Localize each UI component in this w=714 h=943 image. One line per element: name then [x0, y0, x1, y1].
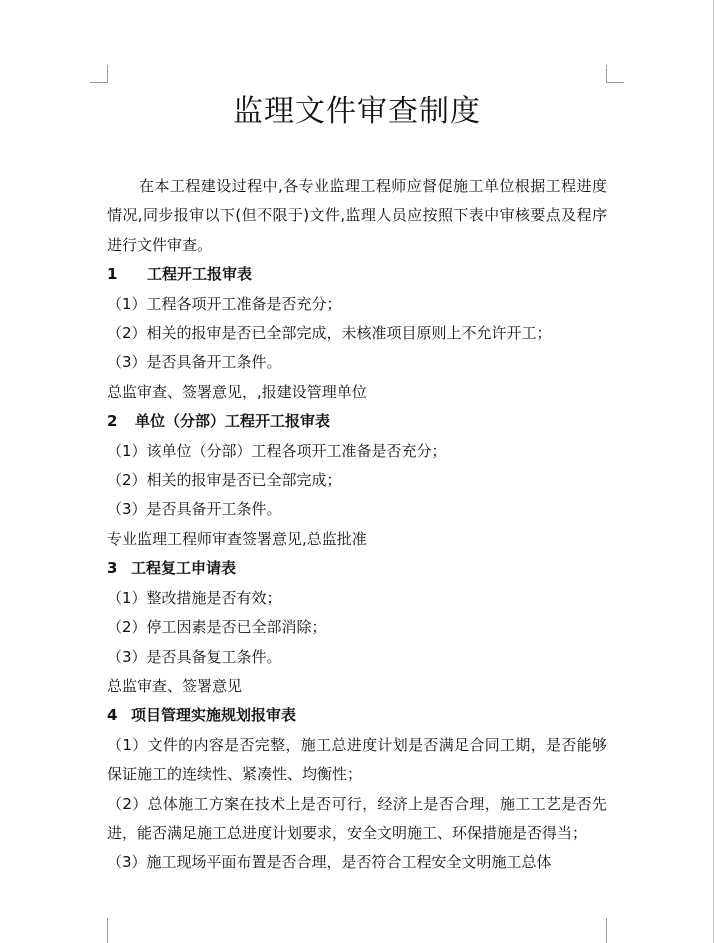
list-item: （3）施工现场平面布置是否合理，是否符合工程安全文明施工总体	[107, 853, 552, 872]
section-note: 总监审查、签署意见	[107, 676, 243, 695]
section-note: 总监审查、签署意见，,报建设管理单位	[107, 382, 367, 401]
list-item: （1）工程各项开工准备是否充分；	[107, 294, 342, 313]
list-item: （2）相关的报审是否已全部完成，未核准项目原则上不允许开工；	[107, 324, 552, 343]
crop-mark-top-right	[606, 65, 624, 83]
list-item: （2）相关的报审是否已全部完成；	[107, 471, 342, 490]
list-item: （3）是否具备开工条件。	[107, 353, 282, 372]
section-title: 项目管理实施规划报审表	[131, 706, 297, 725]
section-heading	[107, 701, 607, 730]
section-number: 2	[107, 412, 118, 431]
list-item: （2）停工因素是否已全部消除；	[107, 618, 327, 637]
section-heading	[107, 260, 607, 289]
section-note: 专业监理工程师审查签署意见,总监批准	[107, 529, 367, 548]
crop-mark-bottom-left	[90, 918, 108, 943]
section-title: 单位（分部）工程开工报审表	[135, 412, 331, 431]
list-item: （2）总体施工方案在技术上是否可行，经济上是否合理，施工工艺是否先进，能否满足施工总进度计划要求，安全文明施工、环保措施是否得当；	[107, 794, 607, 842]
section-title: 工程开工报审表	[147, 265, 253, 284]
list-item: （1）整改措施是否有效；	[107, 588, 282, 607]
document-title: 监理文件审查制度	[233, 94, 481, 129]
section-number: 3	[107, 559, 118, 578]
list-item: （3）是否具备复工条件。	[107, 647, 282, 666]
section-title: 工程复工申请表	[131, 559, 237, 578]
document-body	[107, 172, 607, 878]
section-heading	[107, 407, 607, 436]
section-heading	[107, 554, 607, 583]
section-number: 4	[107, 706, 118, 725]
crop-mark-top-left	[90, 65, 108, 83]
crop-mark-bottom-right	[606, 918, 624, 943]
list-item: （3）是否具备开工条件。	[107, 500, 282, 519]
list-item: （1）文件的内容是否完整，施工总进度计划是否满足合同工期，是否能够保证施工的连续性、紧凑性、均衡性；	[107, 735, 607, 784]
intro-paragraph: 在本工程建设过程中,各专业监理工程师应督促施工单位根据工程进度情况,同步报审以下(但不限于)文件,监理人员应按照下表中审核要点及程序进行文件审查。	[107, 177, 607, 254]
list-item: （1）该单位（分部）工程各项开工准备是否充分；	[107, 441, 447, 460]
section-number: 1	[107, 265, 118, 284]
